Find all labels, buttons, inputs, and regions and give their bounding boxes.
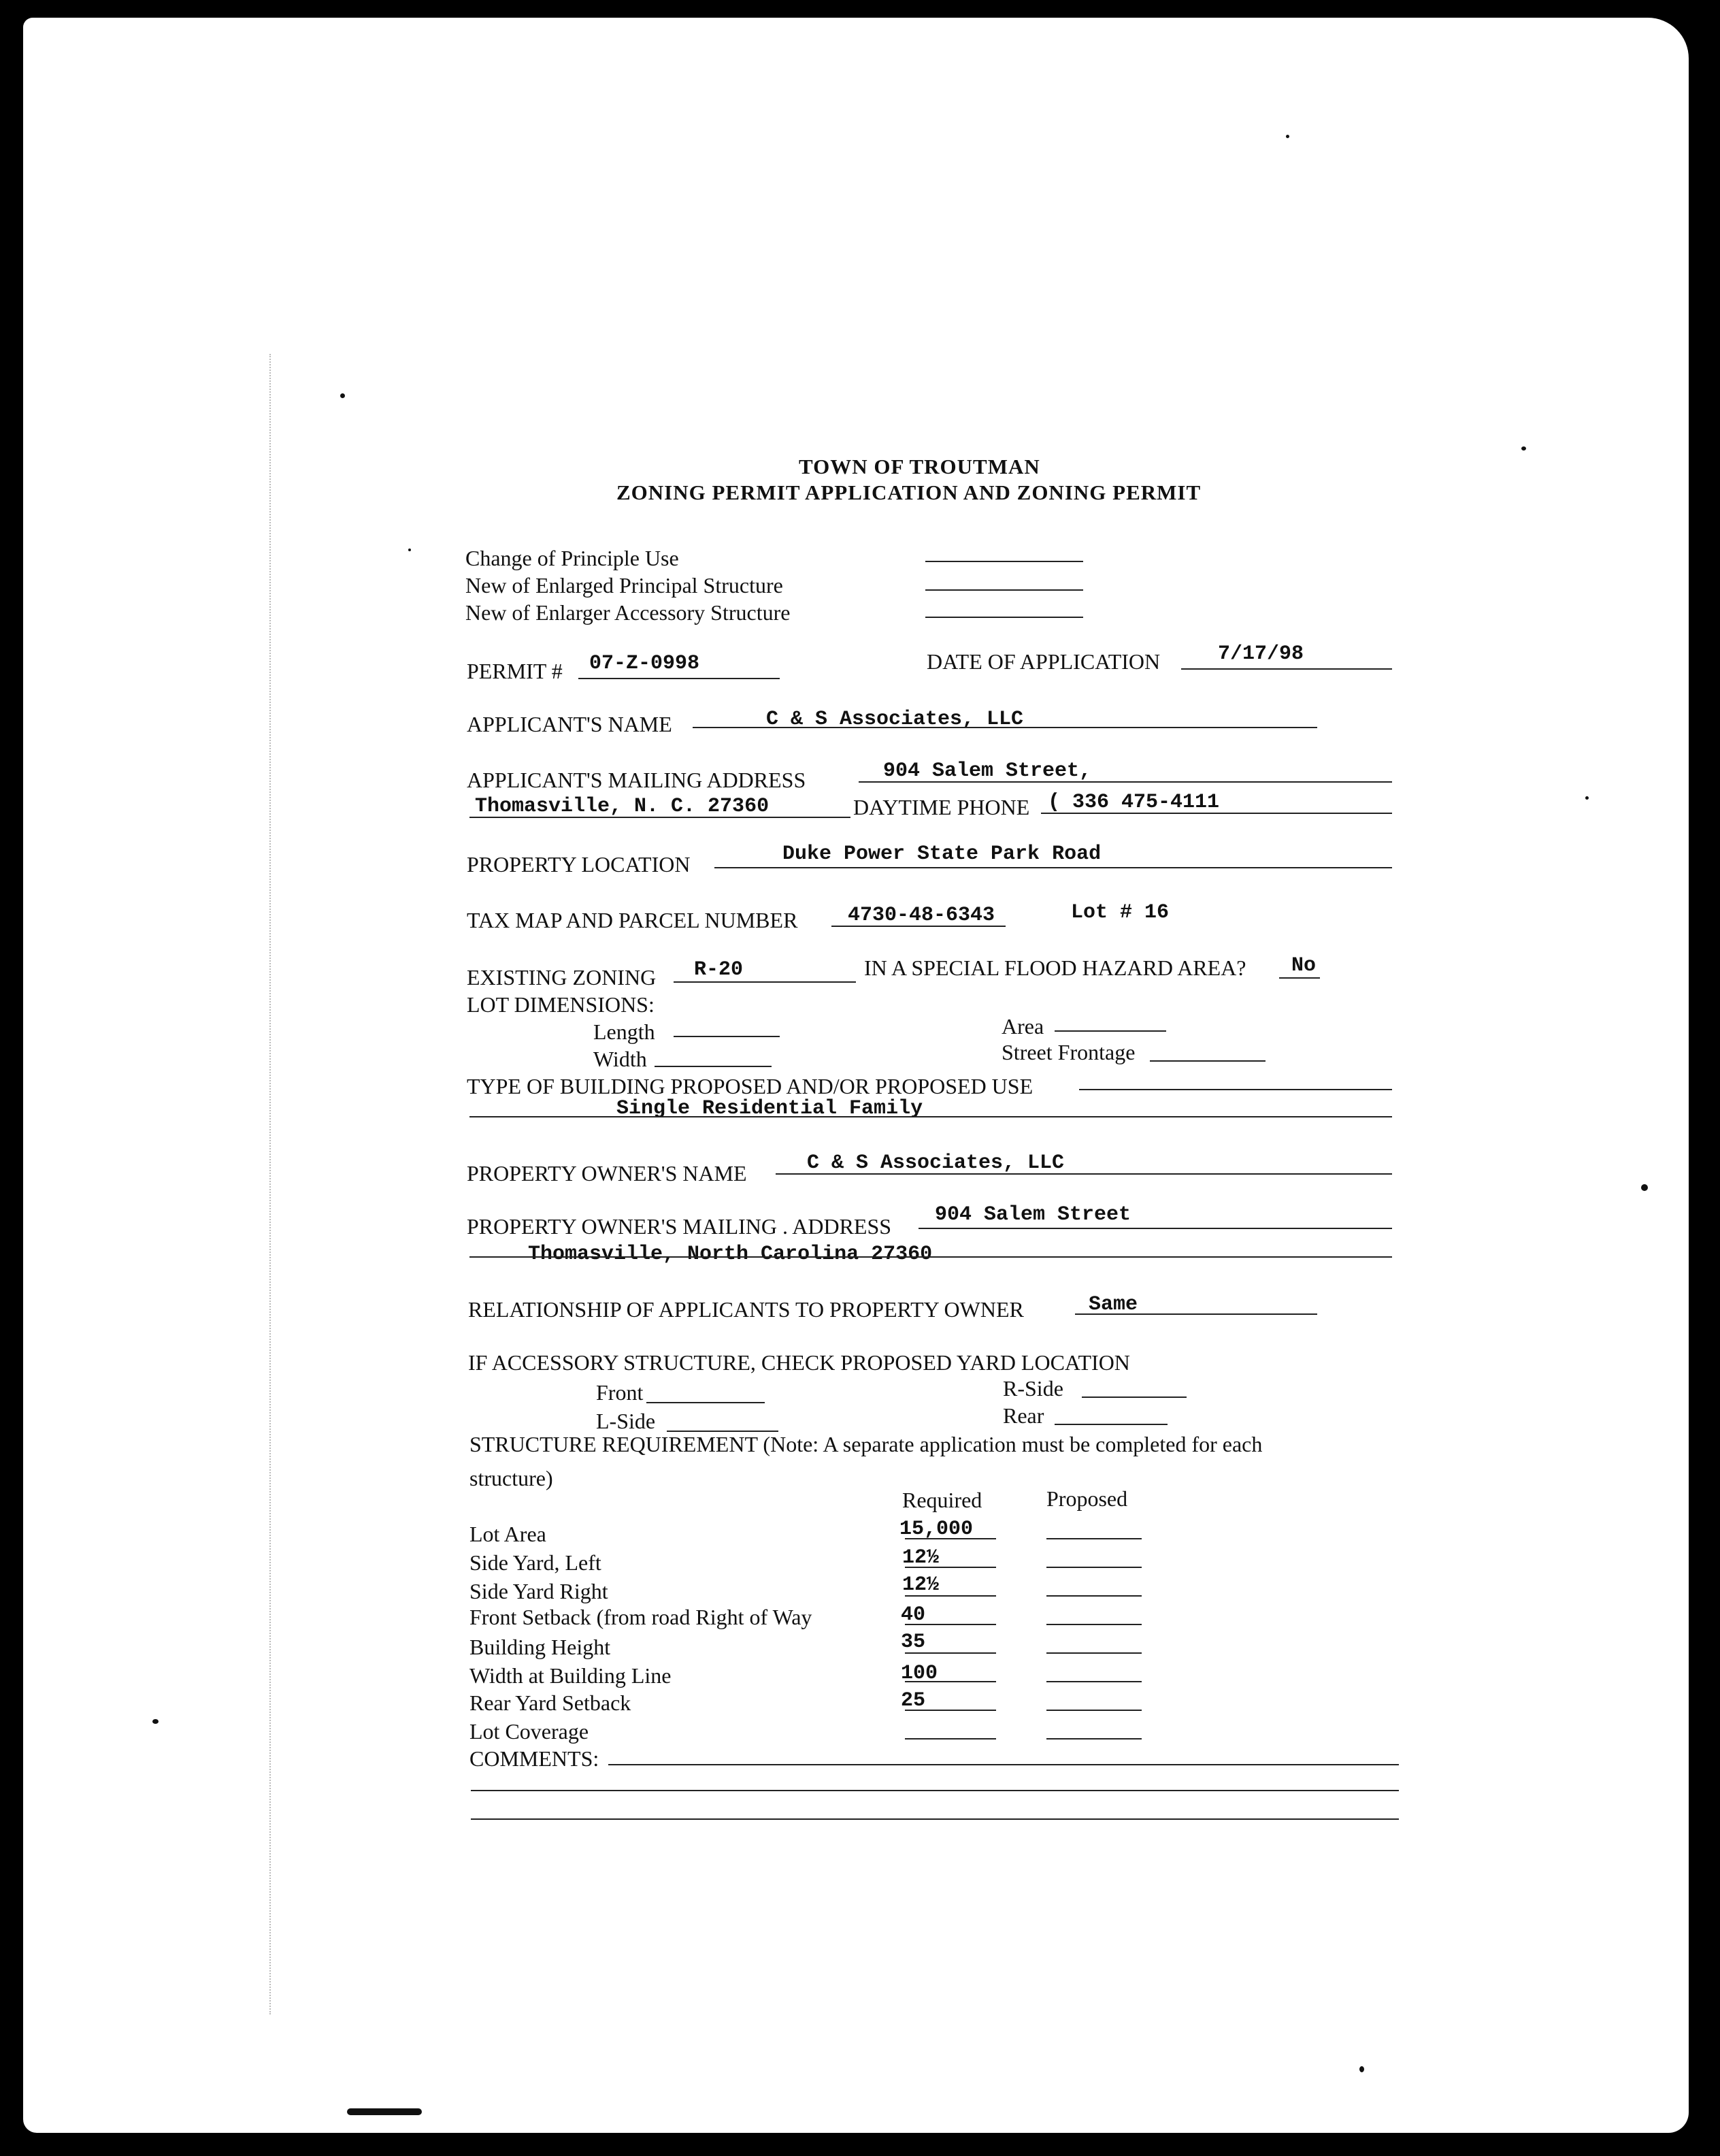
req-value-side-yard-left[interactable]: 12½	[902, 1546, 940, 1569]
property-location-underline	[714, 867, 1392, 868]
scan-speck	[1585, 796, 1589, 800]
scan-speck	[152, 1719, 159, 1724]
owner-name-underline	[776, 1173, 1392, 1175]
applicant-name-label: APPLICANT'S NAME	[467, 712, 672, 736]
owner-name-label: PROPERTY OWNER'S NAME	[467, 1161, 747, 1186]
req-line-lot-coverage	[905, 1738, 996, 1740]
scan-speck	[1286, 135, 1289, 138]
building-type-underline1	[1079, 1089, 1392, 1090]
date-of-application-label: DATE OF APPLICATION	[927, 649, 1161, 674]
req-value-front-setback[interactable]: 40	[901, 1603, 926, 1627]
req-row-rear-yard-setback: Rear Yard Setback	[469, 1690, 631, 1715]
prop-line-lot-area[interactable]	[1046, 1538, 1142, 1539]
applicant-address-underline1	[859, 781, 1392, 783]
check-principal-structure: New of Enlarged Principal Structure	[465, 573, 783, 598]
applicant-address-underline2	[469, 817, 850, 818]
scan-speck	[1359, 2066, 1364, 2072]
width-label: Width	[593, 1047, 647, 1071]
r-side-label: R-Side	[1003, 1376, 1063, 1401]
front-blank[interactable]	[646, 1402, 765, 1403]
req-value-side-yard-right[interactable]: 12½	[902, 1573, 940, 1597]
building-type-underline2	[469, 1116, 1392, 1117]
street-frontage-blank[interactable]	[1150, 1060, 1266, 1062]
req-row-side-yard-left: Side Yard, Left	[469, 1550, 601, 1575]
existing-zoning-underline	[674, 981, 856, 983]
req-row-building-height: Building Height	[469, 1635, 611, 1659]
tax-map-underline	[831, 926, 1006, 927]
req-line-lot-area	[905, 1538, 996, 1539]
comments-label: COMMENTS:	[469, 1746, 599, 1771]
accessory-label: IF ACCESSORY STRUCTURE, CHECK PROPOSED YARD LOCATION	[468, 1350, 1130, 1375]
structure-req-label2: structure)	[469, 1466, 553, 1490]
building-type-label: TYPE OF BUILDING PROPOSED AND/OR PROPOSED USE	[467, 1074, 1033, 1098]
owner-address-line1[interactable]: 904 Salem Street	[935, 1203, 1131, 1226]
applicant-name-value[interactable]: C & S Associates, LLC	[766, 708, 1024, 731]
req-value-building-height[interactable]: 35	[901, 1631, 926, 1654]
owner-address-underline2	[469, 1256, 1392, 1258]
date-of-application-value[interactable]: 7/17/98	[1218, 642, 1304, 666]
scan-speck	[1521, 446, 1526, 451]
owner-address-underline1	[919, 1228, 1392, 1229]
check-principal-structure-blank[interactable]	[925, 589, 1083, 591]
scan-speck	[347, 2108, 422, 2115]
req-line-building-height	[905, 1652, 996, 1654]
street-frontage-label: Street Frontage	[1002, 1040, 1136, 1064]
prop-line-front-setback[interactable]	[1046, 1624, 1142, 1625]
check-change-of-use: Change of Principle Use	[465, 546, 679, 570]
req-value-width-building-line[interactable]: 100	[901, 1662, 938, 1685]
prop-line-width-building-line[interactable]	[1046, 1681, 1142, 1682]
scan-speck	[1641, 1184, 1648, 1191]
req-row-lot-coverage: Lot Coverage	[469, 1719, 589, 1744]
existing-zoning-value[interactable]: R-20	[694, 958, 744, 981]
req-row-lot-area: Lot Area	[469, 1522, 546, 1546]
applicant-address-label: APPLICANT'S MAILING ADDRESS	[467, 768, 806, 792]
flood-hazard-value[interactable]: No	[1291, 954, 1317, 977]
property-location-value[interactable]: Duke Power State Park Road	[782, 843, 1102, 866]
owner-address-label: PROPERTY OWNER'S MAILING . ADDRESS	[467, 1214, 892, 1239]
check-accessory-structure-blank[interactable]	[925, 617, 1083, 618]
req-line-rear-yard-setback	[905, 1710, 996, 1711]
prop-line-side-yard-left[interactable]	[1046, 1567, 1142, 1568]
relationship-value[interactable]: Same	[1089, 1293, 1138, 1316]
tax-map-value[interactable]: 4730-48-6343	[848, 904, 995, 927]
req-line-front-setback	[905, 1624, 996, 1625]
comments-line2[interactable]	[471, 1790, 1399, 1791]
daytime-phone-underline	[1041, 813, 1392, 814]
req-row-width-building-line: Width at Building Line	[469, 1663, 672, 1688]
flood-hazard-label: IN A SPECIAL FLOOD HAZARD AREA?	[864, 956, 1246, 980]
length-blank[interactable]	[674, 1036, 780, 1037]
required-column-header: Required	[902, 1488, 982, 1512]
check-change-of-use-blank[interactable]	[925, 561, 1083, 562]
existing-zoning-label: EXISTING ZONING	[467, 965, 657, 990]
req-row-front-setback: Front Setback (from road Right of Way	[469, 1605, 812, 1629]
relationship-label: RELATIONSHIP OF APPLICANTS TO PROPERTY OWNER	[468, 1297, 1024, 1322]
scan-edge-line	[269, 354, 271, 2014]
town-heading: TOWN OF TROUTMAN	[799, 455, 1040, 478]
prop-line-side-yard-right[interactable]	[1046, 1595, 1142, 1597]
prop-line-rear-yard-setback[interactable]	[1046, 1710, 1142, 1711]
prop-line-building-height[interactable]	[1046, 1652, 1142, 1654]
prop-line-lot-coverage[interactable]	[1046, 1738, 1142, 1740]
applicant-name-underline	[693, 727, 1317, 728]
req-value-rear-yard-setback[interactable]: 25	[901, 1689, 926, 1712]
flood-hazard-underline	[1279, 977, 1320, 979]
comments-line3[interactable]	[471, 1818, 1399, 1820]
permit-number[interactable]: 07-Z-0998	[589, 652, 700, 675]
req-line-side-yard-left	[905, 1567, 996, 1568]
length-label: Length	[593, 1019, 655, 1044]
structure-req-label: STRUCTURE REQUIREMENT (Note: A separate application must be completed for each	[469, 1432, 1263, 1456]
permit-label: PERMIT #	[467, 659, 563, 683]
owner-name-value[interactable]: C & S Associates, LLC	[807, 1152, 1065, 1175]
building-type-value[interactable]: Single Residential Family	[616, 1097, 923, 1120]
rear-label: Rear	[1003, 1403, 1044, 1428]
req-line-side-yard-right	[905, 1595, 996, 1597]
property-location-label: PROPERTY LOCATION	[467, 852, 691, 877]
lot-number-value[interactable]: Lot # 16	[1071, 901, 1170, 924]
width-blank[interactable]	[655, 1066, 772, 1067]
proposed-column-header: Proposed	[1046, 1486, 1128, 1511]
area-blank[interactable]	[1055, 1030, 1166, 1032]
front-label: Front	[596, 1380, 644, 1405]
applicant-address-line1[interactable]: 904 Salem Street,	[883, 760, 1092, 783]
l-side-label: L-Side	[596, 1409, 656, 1433]
req-value-lot-area[interactable]: 15,000	[899, 1518, 974, 1541]
scan-speck	[408, 549, 411, 551]
daytime-phone-label: DAYTIME PHONE	[853, 795, 1030, 819]
form-title: ZONING PERMIT APPLICATION AND ZONING PERMIT	[616, 480, 1202, 504]
req-line-width-building-line	[905, 1681, 996, 1682]
permit-underline	[578, 678, 780, 679]
date-underline	[1181, 668, 1392, 670]
check-accessory-structure: New of Enlarger Accessory Structure	[465, 600, 791, 625]
owner-address-line2[interactable]: Thomasville, North Carolina 27360	[528, 1243, 933, 1266]
r-side-blank[interactable]	[1082, 1396, 1187, 1398]
rear-blank[interactable]	[1055, 1424, 1168, 1425]
relationship-underline	[1075, 1313, 1317, 1315]
area-label: Area	[1002, 1014, 1044, 1039]
req-row-side-yard-right: Side Yard Right	[469, 1579, 608, 1603]
applicant-address-line2[interactable]: Thomasville, N. C. 27360	[475, 795, 770, 818]
comments-line1[interactable]	[608, 1764, 1399, 1765]
scan-speck	[340, 393, 345, 398]
lot-dimensions-label: LOT DIMENSIONS:	[467, 992, 655, 1017]
tax-map-label: TAX MAP AND PARCEL NUMBER	[467, 908, 798, 932]
daytime-phone-value[interactable]: ( 336 475-4111	[1048, 791, 1220, 814]
